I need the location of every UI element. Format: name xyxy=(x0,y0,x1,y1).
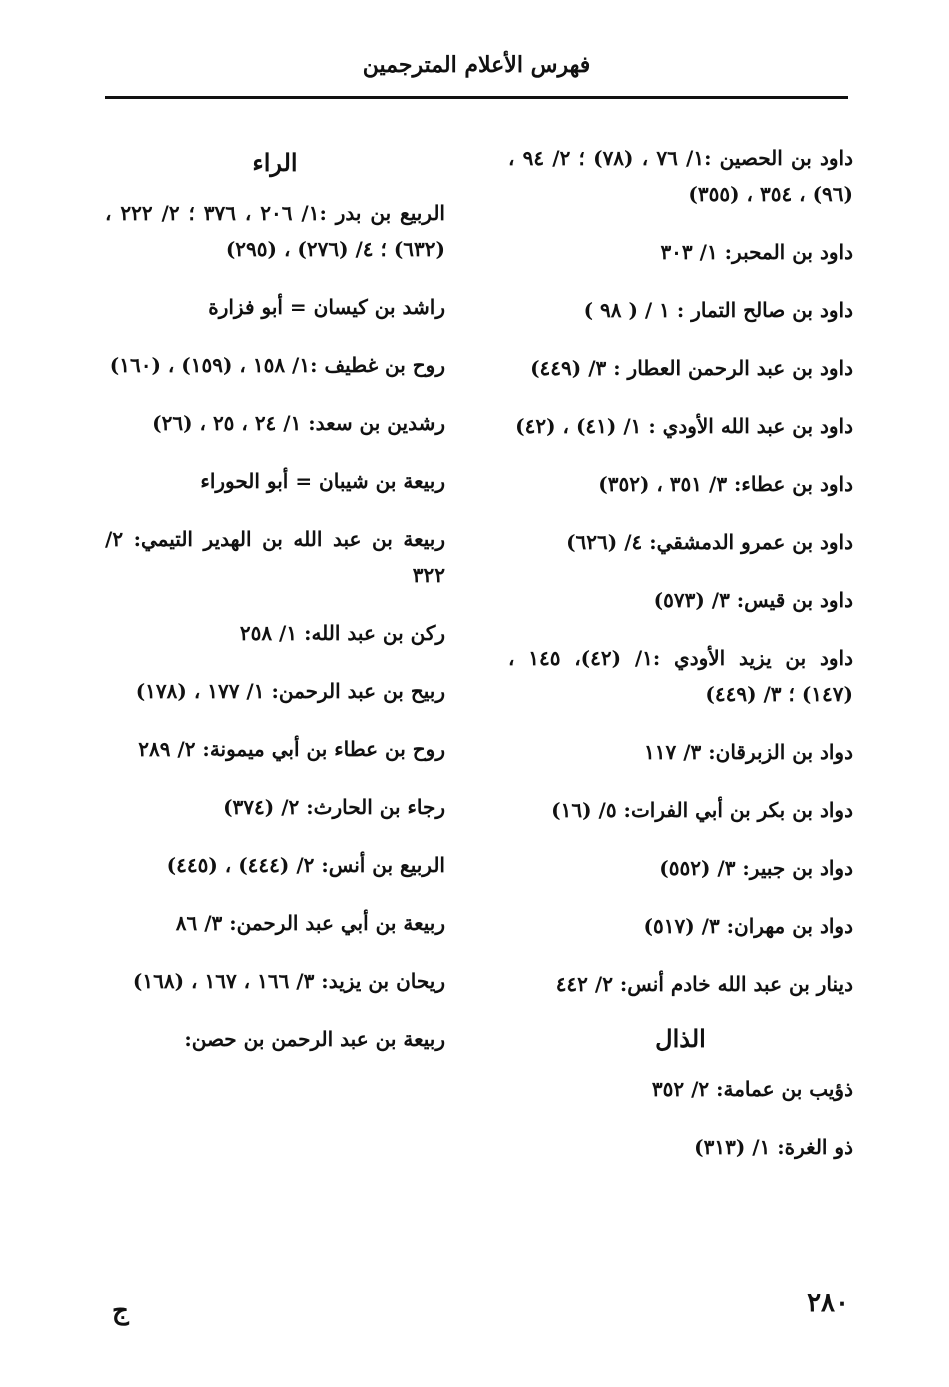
index-entry: رجاء بن الحارث: ٢/ (٣٧٤) xyxy=(223,795,445,819)
section-heading-ra: الراء xyxy=(252,148,298,177)
index-entry: داود بن قيس: ٣/ (٥٧٣) xyxy=(653,588,853,612)
index-entry: روح بن غطيف :١/ ١٥٨ ، (١٥٩) ، (١٦٠) xyxy=(109,353,445,377)
entry-list-dhal xyxy=(508,1071,853,1165)
index-entry: ربيعة بن عبد الله بن الهدير التيمي: ٢/ ٣٢٢ xyxy=(105,527,445,587)
index-entry: دواد بن بكر بن أبي الفرات: ٥/ (١٦) xyxy=(551,798,853,822)
signature-letter: ج xyxy=(112,1296,129,1326)
index-entry: داود بن الحصين :١/ ٧٦ ، (٧٨) ؛ ٢/ ٩٤ ، (٩٦) ، ٣٥٤ ، (٣٥٥) xyxy=(508,146,853,206)
index-entry: ذؤيب بن عمامة: ٢/ ٣٥٢ xyxy=(651,1077,853,1101)
index-entry: دواد بن الزبرقان: ٣/ ١١٧ xyxy=(644,740,853,764)
index-entry: داود بن عبد الرحمن العطار : ٣/ (٤٤٩) xyxy=(530,356,853,380)
index-entry: داود بن صالح التمار : ١ / ( ٩٨ ) xyxy=(583,298,853,322)
index-entry: ربيعة بن أبي عبد الرحمن: ٣/ ٨٦ xyxy=(175,911,445,935)
entry-list-ra xyxy=(105,195,445,1057)
index-entry: داود بن عمرو الدمشقي: ٤/ (٦٢٦) xyxy=(566,530,853,554)
section-heading-dhal: الذال xyxy=(655,1024,706,1053)
index-entry: روح بن عطاء بن أبي ميمونة: ٢/ ٢٨٩ xyxy=(138,737,445,761)
index-entry: الربيع بن أنس: ٢/ (٤٤٤) ، (٤٤٥) xyxy=(166,853,445,877)
index-entry: ذو الغرة: ١/ (٣١٣) xyxy=(694,1135,853,1159)
index-entry: دواد بن جبير: ٣/ (٥٥٢) xyxy=(659,856,853,880)
index-entry: رشدين بن سعد: ١/ ٢٤ ، ٢٥ ، (٢٦) xyxy=(152,411,445,435)
index-entry: ربيح بن عبد الرحمن: ١/ ١٧٧ ، (١٧٨) xyxy=(135,679,445,703)
left-column xyxy=(105,148,445,1079)
right-column xyxy=(508,140,853,1187)
page-number: ٢٨٠ xyxy=(807,1288,849,1318)
index-entry: ركن بن عبد الله: ١/ ٢٥٨ xyxy=(239,621,445,645)
index-entry: دواد بن مهران: ٣/ (٥١٧) xyxy=(643,914,853,938)
index-entry: راشد بن كيسان = أبو فزارة xyxy=(208,295,445,319)
index-entry: دينار بن عبد الله خادم أنس: ٢/ ٤٤٢ xyxy=(555,972,853,996)
index-entry: ربيعة بن شيبان = أبو الحوراء xyxy=(200,469,445,493)
index-entry: داود بن عطاء: ٣/ ٣٥١ ، (٣٥٢) xyxy=(598,472,853,496)
index-entry: داود بن يزيد الأودي :١/ (٤٢)، ١٤٥ ، (١٤٧) ؛ ٣/ (٤٤٩) xyxy=(508,646,853,706)
entry-list-dal xyxy=(508,140,853,1002)
index-entry: الربيع بن بدر :١/ ٢٠٦ ، ٣٧٦ ؛ ٢/ ٢٢٢ ، (٦٣٢) ؛ ٤/ (٢٧٦) ، (٢٩٥) xyxy=(105,201,445,261)
index-entry: داود بن عبد الله الأودي : ١/ (٤١) ، (٤٢) xyxy=(515,414,853,438)
index-entry: ريحان بن يزيد: ٣/ ١٦٦ ، ١٦٧ ، (١٦٨) xyxy=(132,969,445,993)
header-rule xyxy=(105,96,848,99)
page-header-title: فهرس الأعلام المترجمين xyxy=(362,52,591,78)
index-entry: ربيعة بن عبد الرحمن بن حصن: xyxy=(184,1027,445,1051)
index-entry: داود بن المحبر: ١/ ٣٠٣ xyxy=(660,240,853,264)
